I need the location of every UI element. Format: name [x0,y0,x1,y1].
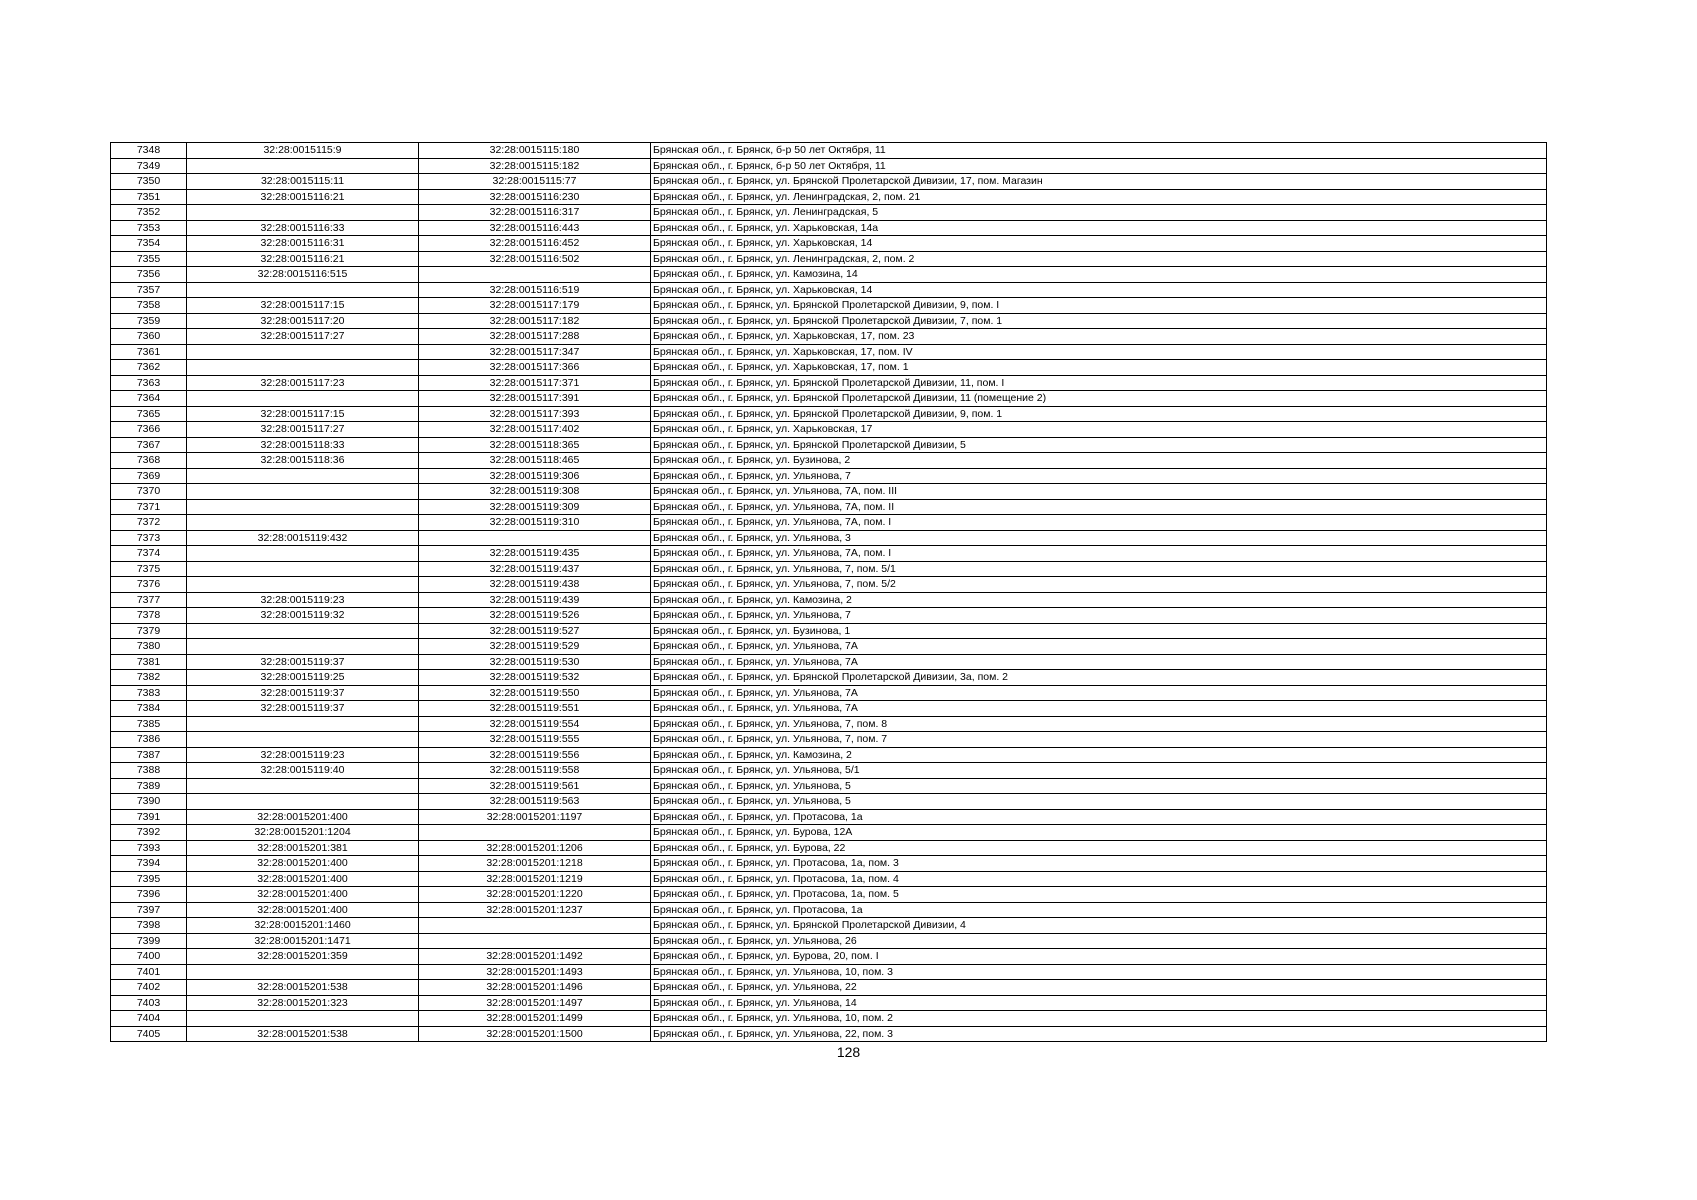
address-cell: Брянская обл., г. Брянск, ул. Харьковская, 17, пом. 1 [651,360,1547,376]
row-number-cell: 7371 [111,499,187,515]
row-number-cell: 7383 [111,685,187,701]
object-cadastral-number-cell: 32:28:0015201:1218 [419,856,651,872]
table-row [111,1026,1547,1042]
cadastral-number-cell: 32:28:0015201:400 [187,887,419,903]
object-cadastral-number-cell: 32:28:0015201:1497 [419,995,651,1011]
row-number-cell: 7391 [111,809,187,825]
row-number-cell: 7395 [111,871,187,887]
address-cell: Брянская обл., г. Брянск, ул. Ульянова, 5 [651,794,1547,810]
cadastral-number-cell [187,468,419,484]
records-table [110,142,1547,1042]
table-row [111,515,1547,531]
cadastral-number-cell: 32:28:0015118:33 [187,437,419,453]
object-cadastral-number-cell: 32:28:0015119:435 [419,546,651,562]
row-number-cell: 7375 [111,561,187,577]
address-cell: Брянская обл., г. Брянск, ул. Ульянова, 14 [651,995,1547,1011]
table-row [111,732,1547,748]
table-row [111,499,1547,515]
cadastral-number-cell: 32:28:0015116:515 [187,267,419,283]
object-cadastral-number-cell: 32:28:0015119:308 [419,484,651,500]
cadastral-number-cell: 32:28:0015201:538 [187,1026,419,1042]
address-cell: Брянская обл., г. Брянск, ул. Бурова, 12А [651,825,1547,841]
row-number-cell: 7384 [111,701,187,717]
table-row [111,933,1547,949]
row-number-cell: 7356 [111,267,187,283]
row-number-cell: 7393 [111,840,187,856]
table-row [111,422,1547,438]
object-cadastral-number-cell: 32:28:0015117:402 [419,422,651,438]
cadastral-number-cell: 32:28:0015201:538 [187,980,419,996]
address-cell: Брянская обл., г. Брянск, ул. Ульянова, 7А [651,701,1547,717]
cadastral-number-cell: 32:28:0015119:23 [187,592,419,608]
row-number-cell: 7362 [111,360,187,376]
cadastral-number-cell: 32:28:0015117:23 [187,375,419,391]
row-number-cell: 7389 [111,778,187,794]
row-number-cell: 7359 [111,313,187,329]
table-row [111,267,1547,283]
address-cell: Брянская обл., г. Брянск, ул. Ульянова, 10, пом. 3 [651,964,1547,980]
object-cadastral-number-cell: 32:28:0015116:443 [419,220,651,236]
address-cell: Брянская обл., г. Брянск, ул. Камозина, 2 [651,747,1547,763]
table-row [111,298,1547,314]
row-number-cell: 7401 [111,964,187,980]
address-cell: Брянская обл., г. Брянск, ул. Ульянова, 22, пом. 3 [651,1026,1547,1042]
cadastral-number-cell: 32:28:0015117:27 [187,329,419,345]
cadastral-number-cell [187,964,419,980]
cadastral-number-cell [187,716,419,732]
address-cell: Брянская обл., г. Брянск, ул. Ульянова, 7А [651,639,1547,655]
address-cell: Брянская обл., г. Брянск, ул. Брянской Пролетарской Дивизии, 11, пом. I [651,375,1547,391]
cadastral-number-cell: 32:28:0015201:400 [187,809,419,825]
object-cadastral-number-cell: 32:28:0015119:550 [419,685,651,701]
object-cadastral-number-cell: 32:28:0015117:288 [419,329,651,345]
cadastral-number-cell: 32:28:0015116:31 [187,236,419,252]
table-row [111,205,1547,221]
row-number-cell: 7353 [111,220,187,236]
table-row [111,902,1547,918]
cadastral-number-cell: 32:28:0015116:21 [187,189,419,205]
table-row [111,794,1547,810]
row-number-cell: 7366 [111,422,187,438]
address-cell: Брянская обл., г. Брянск, ул. Ульянова, 7А, пом. III [651,484,1547,500]
address-cell: Брянская обл., г. Брянск, ул. Ленинградская, 2, пом. 21 [651,189,1547,205]
row-number-cell: 7369 [111,468,187,484]
cadastral-number-cell [187,778,419,794]
table-row [111,716,1547,732]
object-cadastral-number-cell: 32:28:0015115:182 [419,158,651,174]
table-row [111,329,1547,345]
address-cell: Брянская обл., г. Брянск, ул. Брянской Пролетарской Дивизии, 9, пом. I [651,298,1547,314]
row-number-cell: 7352 [111,205,187,221]
table-row [111,763,1547,779]
table-row [111,158,1547,174]
table-row [111,1011,1547,1027]
table-row [111,577,1547,593]
row-number-cell: 7405 [111,1026,187,1042]
row-number-cell: 7382 [111,670,187,686]
address-cell: Брянская обл., г. Брянск, ул. Брянской Пролетарской Дивизии, 7, пом. 1 [651,313,1547,329]
address-cell: Брянская обл., г. Брянск, ул. Протасова, 1а, пом. 5 [651,887,1547,903]
object-cadastral-number-cell [419,933,651,949]
address-cell: Брянская обл., г. Брянск, ул. Ульянова, 5 [651,778,1547,794]
table-row [111,360,1547,376]
row-number-cell: 7368 [111,453,187,469]
row-number-cell: 7398 [111,918,187,934]
address-cell: Брянская обл., г. Брянск, ул. Бурова, 20, пом. I [651,949,1547,965]
address-cell: Брянская обл., г. Брянск, ул. Ульянова, 7 [651,468,1547,484]
row-number-cell: 7390 [111,794,187,810]
object-cadastral-number-cell: 32:28:0015201:1499 [419,1011,651,1027]
address-cell: Брянская обл., г. Брянск, ул. Камозина, 2 [651,592,1547,608]
cadastral-number-cell [187,561,419,577]
cadastral-number-cell [187,623,419,639]
cadastral-number-cell: 32:28:0015201:359 [187,949,419,965]
object-cadastral-number-cell: 32:28:0015117:371 [419,375,651,391]
table-row [111,871,1547,887]
address-cell: Брянская обл., г. Брянск, ул. Бузинова, 2 [651,453,1547,469]
row-number-cell: 7378 [111,608,187,624]
address-cell: Брянская обл., г. Брянск, ул. Ульянова, 3 [651,530,1547,546]
object-cadastral-number-cell: 32:28:0015119:558 [419,763,651,779]
address-cell: Брянская обл., г. Брянск, ул. Протасова, 1а, пом. 3 [651,856,1547,872]
row-number-cell: 7351 [111,189,187,205]
object-cadastral-number-cell: 32:28:0015119:437 [419,561,651,577]
cadastral-number-cell [187,484,419,500]
row-number-cell: 7360 [111,329,187,345]
address-cell: Брянская обл., г. Брянск, ул. Ульянова, 7, пом. 8 [651,716,1547,732]
table-row [111,918,1547,934]
table-row [111,825,1547,841]
object-cadastral-number-cell: 32:28:0015201:1206 [419,840,651,856]
row-number-cell: 7363 [111,375,187,391]
row-number-cell: 7402 [111,980,187,996]
table-row [111,840,1547,856]
row-number-cell: 7399 [111,933,187,949]
table-row [111,592,1547,608]
cadastral-number-cell: 32:28:0015201:381 [187,840,419,856]
address-cell: Брянская обл., г. Брянск, ул. Брянской Пролетарской Дивизии, 3а, пом. 2 [651,670,1547,686]
cadastral-number-cell: 32:28:0015117:27 [187,422,419,438]
object-cadastral-number-cell: 32:28:0015116:502 [419,251,651,267]
cadastral-number-cell: 32:28:0015115:9 [187,143,419,159]
address-cell: Брянская обл., г. Брянск, ул. Ульянова, 7А [651,685,1547,701]
table-row [111,561,1547,577]
cadastral-number-cell [187,515,419,531]
cadastral-number-cell [187,639,419,655]
object-cadastral-number-cell [419,918,651,934]
cadastral-number-cell: 32:28:0015201:400 [187,902,419,918]
object-cadastral-number-cell: 32:28:0015119:529 [419,639,651,655]
row-number-cell: 7358 [111,298,187,314]
row-number-cell: 7364 [111,391,187,407]
address-cell: Брянская обл., г. Брянск, ул. Протасова, 1а [651,902,1547,918]
object-cadastral-number-cell: 32:28:0015119:310 [419,515,651,531]
object-cadastral-number-cell: 32:28:0015119:309 [419,499,651,515]
object-cadastral-number-cell: 32:28:0015119:530 [419,654,651,670]
address-cell: Брянская обл., г. Брянск, ул. Ульянова, 7А, пом. I [651,515,1547,531]
address-cell: Брянская обл., г. Брянск, ул. Ленинградская, 5 [651,205,1547,221]
table-row [111,375,1547,391]
object-cadastral-number-cell: 32:28:0015201:1500 [419,1026,651,1042]
address-cell: Брянская обл., г. Брянск, ул. Ульянова, 7А [651,654,1547,670]
object-cadastral-number-cell: 32:28:0015201:1496 [419,980,651,996]
object-cadastral-number-cell [419,825,651,841]
table-row [111,887,1547,903]
table-row [111,608,1547,624]
cadastral-number-cell [187,158,419,174]
address-cell: Брянская обл., г. Брянск, ул. Харьковская, 17, пом. IV [651,344,1547,360]
address-cell: Брянская обл., г. Брянск, ул. Бурова, 22 [651,840,1547,856]
table-row [111,747,1547,763]
table-row [111,251,1547,267]
cadastral-number-cell [187,391,419,407]
cadastral-number-cell: 32:28:0015119:37 [187,654,419,670]
row-number-cell: 7400 [111,949,187,965]
cadastral-number-cell: 32:28:0015119:32 [187,608,419,624]
row-number-cell: 7392 [111,825,187,841]
address-cell: Брянская обл., г. Брянск, ул. Харьковская, 14 [651,236,1547,252]
cadastral-number-cell [187,282,419,298]
row-number-cell: 7367 [111,437,187,453]
object-cadastral-number-cell: 32:28:0015119:526 [419,608,651,624]
table-row [111,453,1547,469]
object-cadastral-number-cell: 32:28:0015115:180 [419,143,651,159]
address-cell: Брянская обл., г. Брянск, ул. Брянской Пролетарской Дивизии, 9, пом. 1 [651,406,1547,422]
table-row [111,530,1547,546]
table-row [111,220,1547,236]
cadastral-number-cell [187,1011,419,1027]
cadastral-number-cell [187,360,419,376]
table-row [111,406,1547,422]
row-number-cell: 7388 [111,763,187,779]
object-cadastral-number-cell: 32:28:0015119:561 [419,778,651,794]
cadastral-number-cell: 32:28:0015119:37 [187,685,419,701]
table-row [111,174,1547,190]
row-number-cell: 7385 [111,716,187,732]
row-number-cell: 7381 [111,654,187,670]
object-cadastral-number-cell: 32:28:0015201:1493 [419,964,651,980]
object-cadastral-number-cell: 32:28:0015117:366 [419,360,651,376]
object-cadastral-number-cell: 32:28:0015201:1492 [419,949,651,965]
address-cell: Брянская обл., г. Брянск, ул. Харьковская, 14 [651,282,1547,298]
address-cell: Брянская обл., г. Брянск, ул. Ульянова, 7, пом. 7 [651,732,1547,748]
cadastral-number-cell: 32:28:0015116:33 [187,220,419,236]
address-cell: Брянская обл., г. Брянск, ул. Протасова, 1а, пом. 4 [651,871,1547,887]
row-number-cell: 7379 [111,623,187,639]
table-row [111,778,1547,794]
address-cell: Брянская обл., г. Брянск, ул. Брянской Пролетарской Дивизии, 11 (помещение 2) [651,391,1547,407]
cadastral-number-cell: 32:28:0015201:1204 [187,825,419,841]
address-cell: Брянская обл., г. Брянск, ул. Камозина, 14 [651,267,1547,283]
object-cadastral-number-cell [419,530,651,546]
row-number-cell: 7374 [111,546,187,562]
address-cell: Брянская обл., г. Брянск, ул. Харьковская, 17 [651,422,1547,438]
object-cadastral-number-cell: 32:28:0015201:1220 [419,887,651,903]
object-cadastral-number-cell: 32:28:0015119:439 [419,592,651,608]
cadastral-number-cell: 32:28:0015119:432 [187,530,419,546]
table-row [111,701,1547,717]
address-cell: Брянская обл., г. Брянск, ул. Ульянова, 7, пом. 5/2 [651,577,1547,593]
cadastral-number-cell [187,344,419,360]
object-cadastral-number-cell: 32:28:0015117:393 [419,406,651,422]
table-row [111,964,1547,980]
table-row [111,856,1547,872]
address-cell: Брянская обл., г. Брянск, ул. Брянской Пролетарской Дивизии, 5 [651,437,1547,453]
address-cell: Брянская обл., г. Брянск, ул. Брянской Пролетарской Дивизии, 17, пом. Магазин [651,174,1547,190]
object-cadastral-number-cell: 32:28:0015117:347 [419,344,651,360]
table-row [111,639,1547,655]
cadastral-number-cell: 32:28:0015117:15 [187,406,419,422]
cadastral-number-cell: 32:28:0015201:1471 [187,933,419,949]
address-cell: Брянская обл., г. Брянск, ул. Ульянова, 10, пом. 2 [651,1011,1547,1027]
address-cell: Брянская обл., г. Брянск, ул. Бузинова, 1 [651,623,1547,639]
address-cell: Брянская обл., г. Брянск, ул. Харьковская, 14а [651,220,1547,236]
object-cadastral-number-cell: 32:28:0015119:554 [419,716,651,732]
row-number-cell: 7396 [111,887,187,903]
address-cell: Брянская обл., г. Брянск, ул. Ульянова, 7А, пом. II [651,499,1547,515]
object-cadastral-number-cell: 32:28:0015119:556 [419,747,651,763]
object-cadastral-number-cell: 32:28:0015201:1237 [419,902,651,918]
object-cadastral-number-cell: 32:28:0015119:306 [419,468,651,484]
row-number-cell: 7394 [111,856,187,872]
row-number-cell: 7355 [111,251,187,267]
cadastral-number-cell [187,205,419,221]
row-number-cell: 7373 [111,530,187,546]
object-cadastral-number-cell: 32:28:0015116:452 [419,236,651,252]
row-number-cell: 7370 [111,484,187,500]
address-cell: Брянская обл., г. Брянск, ул. Ульянова, 7, пом. 5/1 [651,561,1547,577]
table-row [111,282,1547,298]
object-cadastral-number-cell: 32:28:0015118:365 [419,437,651,453]
table-row [111,236,1547,252]
address-cell: Брянская обл., г. Брянск, б-р 50 лет Октября, 11 [651,158,1547,174]
object-cadastral-number-cell: 32:28:0015117:179 [419,298,651,314]
row-number-cell: 7380 [111,639,187,655]
table-row [111,685,1547,701]
row-number-cell: 7397 [111,902,187,918]
row-number-cell: 7365 [111,406,187,422]
records-table-body [111,143,1547,1042]
table-row [111,189,1547,205]
row-number-cell: 7361 [111,344,187,360]
row-number-cell: 7348 [111,143,187,159]
row-number-cell: 7354 [111,236,187,252]
address-cell: Брянская обл., г. Брянск, ул. Протасова, 1а [651,809,1547,825]
cadastral-number-cell: 32:28:0015119:40 [187,763,419,779]
table-row [111,654,1547,670]
cadastral-number-cell: 32:28:0015201:1460 [187,918,419,934]
row-number-cell: 7349 [111,158,187,174]
object-cadastral-number-cell: 32:28:0015117:182 [419,313,651,329]
object-cadastral-number-cell: 32:28:0015119:563 [419,794,651,810]
object-cadastral-number-cell [419,267,651,283]
object-cadastral-number-cell: 32:28:0015119:527 [419,623,651,639]
object-cadastral-number-cell: 32:28:0015116:230 [419,189,651,205]
object-cadastral-number-cell: 32:28:0015117:391 [419,391,651,407]
cadastral-number-cell [187,732,419,748]
table-row [111,468,1547,484]
row-number-cell: 7404 [111,1011,187,1027]
table-row [111,980,1547,996]
object-cadastral-number-cell: 32:28:0015116:317 [419,205,651,221]
table-row [111,437,1547,453]
cadastral-number-cell: 32:28:0015117:15 [187,298,419,314]
cadastral-number-cell: 32:28:0015201:400 [187,856,419,872]
cadastral-number-cell: 32:28:0015116:21 [187,251,419,267]
address-cell: Брянская обл., г. Брянск, ул. Ульянова, 26 [651,933,1547,949]
object-cadastral-number-cell: 32:28:0015201:1219 [419,871,651,887]
object-cadastral-number-cell: 32:28:0015115:77 [419,174,651,190]
address-cell: Брянская обл., г. Брянск, ул. Ульянова, 5/1 [651,763,1547,779]
object-cadastral-number-cell: 32:28:0015119:532 [419,670,651,686]
row-number-cell: 7387 [111,747,187,763]
address-cell: Брянская обл., г. Брянск, ул. Ульянова, 7А, пом. I [651,546,1547,562]
cadastral-number-cell: 32:28:0015117:20 [187,313,419,329]
cadastral-number-cell: 32:28:0015201:400 [187,871,419,887]
address-cell: Брянская обл., г. Брянск, ул. Ленинградская, 2, пом. 2 [651,251,1547,267]
row-number-cell: 7403 [111,995,187,1011]
object-cadastral-number-cell: 32:28:0015119:438 [419,577,651,593]
row-number-cell: 7350 [111,174,187,190]
row-number-cell: 7377 [111,592,187,608]
cadastral-number-cell [187,577,419,593]
table-row [111,143,1547,159]
cadastral-number-cell: 32:28:0015119:37 [187,701,419,717]
address-cell: Брянская обл., г. Брянск, ул. Харьковская, 17, пом. 23 [651,329,1547,345]
table-row [111,344,1547,360]
table-row [111,670,1547,686]
table-row [111,995,1547,1011]
object-cadastral-number-cell: 32:28:0015119:555 [419,732,651,748]
address-cell: Брянская обл., г. Брянск, б-р 50 лет Октября, 11 [651,143,1547,159]
object-cadastral-number-cell: 32:28:0015201:1197 [419,809,651,825]
address-cell: Брянская обл., г. Брянск, ул. Брянской Пролетарской Дивизии, 4 [651,918,1547,934]
row-number-cell: 7376 [111,577,187,593]
table-row [111,484,1547,500]
table-row [111,546,1547,562]
table-row [111,391,1547,407]
address-cell: Брянская обл., г. Брянск, ул. Ульянова, 7 [651,608,1547,624]
address-cell: Брянская обл., г. Брянск, ул. Ульянова, 22 [651,980,1547,996]
table-row [111,313,1547,329]
row-number-cell: 7386 [111,732,187,748]
object-cadastral-number-cell: 32:28:0015119:551 [419,701,651,717]
page-number: 128 [836,1044,861,1060]
cadastral-number-cell: 32:28:0015119:25 [187,670,419,686]
table-row [111,949,1547,965]
cadastral-number-cell: 32:28:0015201:323 [187,995,419,1011]
object-cadastral-number-cell: 32:28:0015118:465 [419,453,651,469]
row-number-cell: 7357 [111,282,187,298]
cadastral-number-cell: 32:28:0015118:36 [187,453,419,469]
cadastral-number-cell: 32:28:0015115:11 [187,174,419,190]
cadastral-number-cell [187,546,419,562]
cadastral-number-cell [187,499,419,515]
table-row [111,623,1547,639]
object-cadastral-number-cell: 32:28:0015116:519 [419,282,651,298]
table-row [111,809,1547,825]
cadastral-number-cell [187,794,419,810]
row-number-cell: 7372 [111,515,187,531]
cadastral-number-cell: 32:28:0015119:23 [187,747,419,763]
